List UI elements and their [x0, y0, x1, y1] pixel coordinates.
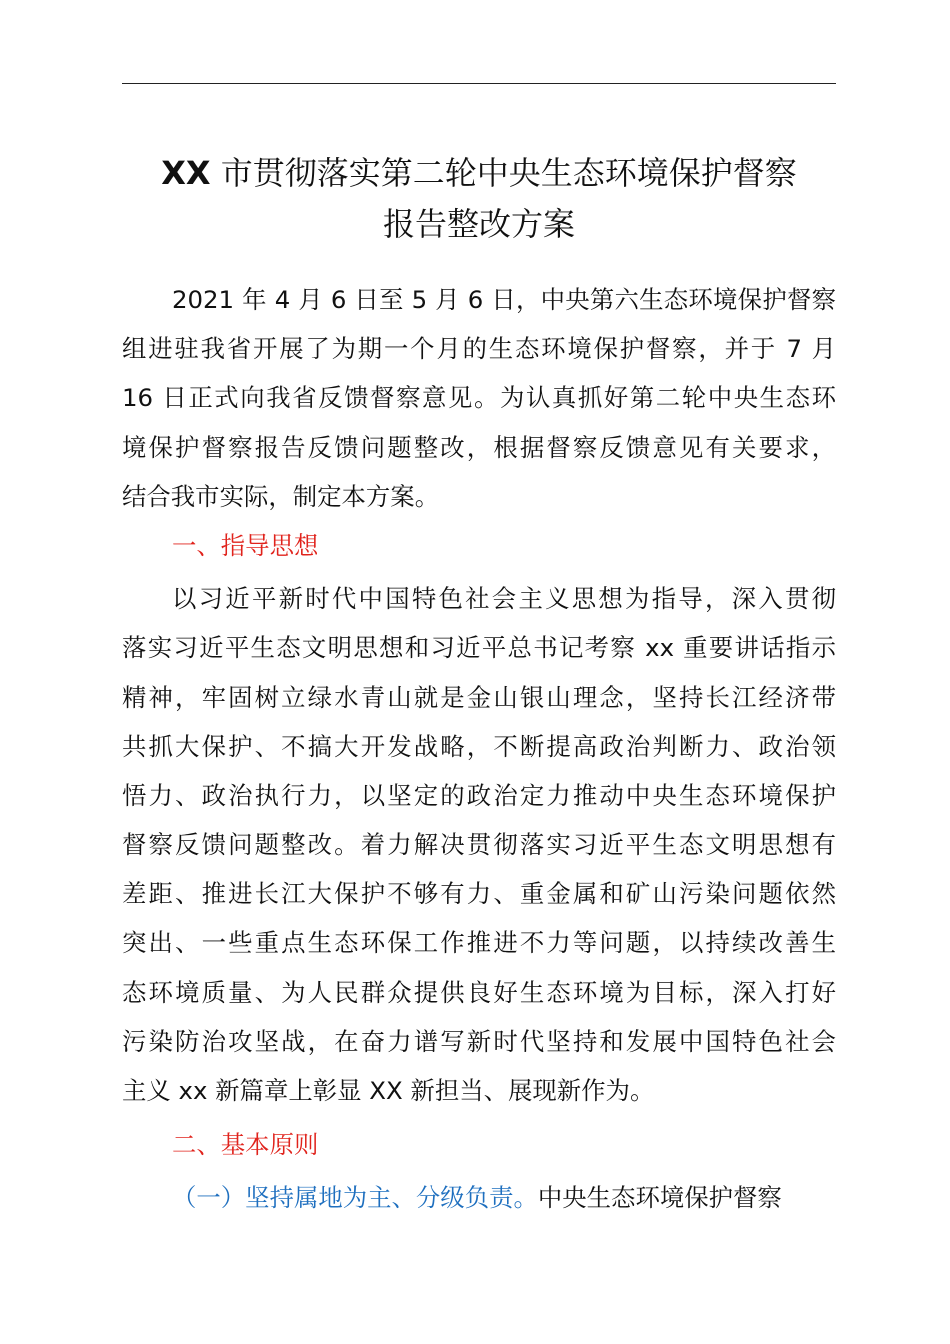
principle-1-text: 中央生态环境保护督察 [537, 1183, 782, 1213]
title-line-1-text: 市贯彻落实第二轮中央生态环境保护督察 [220, 154, 797, 192]
principle-1-heading: （一）坚持属地为主、分级负责。 [172, 1183, 538, 1213]
paragraph-line: 精神，牢固树立绿水青山就是金山银山理念，坚持长江经济带 [122, 682, 836, 712]
paragraph-line: 主义 xx 新篇章上彰显 XX 新担当、展现新作为。 [122, 1076, 655, 1105]
principle-1-paragraph [122, 1173, 836, 1222]
paragraph-line: 悟力、政治执行力，以坚定的政治定力推动中央生态环境保护 [122, 780, 836, 810]
paragraph-line: 差距、推进长江大保护不够有力、重金属和矿山污染问题依然 [122, 879, 836, 909]
guiding-ideology-paragraph [122, 574, 836, 1115]
title-line-1 [122, 148, 836, 199]
intro-line: 16 日正式向我省反馈督察意见。为认真抓好第二轮中央生态环 [122, 383, 836, 413]
paragraph-line: 突出、一些重点生态环保工作推进不力等问题，以持续改善生 [122, 928, 836, 958]
paragraph-line: 态环境质量、为人民群众提供良好生态环境为目标，深入打好 [122, 977, 836, 1007]
intro-line: 2021 年 4 月 6 日至 5 月 6 日，中央第六生态环境保护督察 [172, 285, 836, 314]
intro-line: 结合我市实际，制定本方案。 [122, 481, 440, 511]
principle-1-line [122, 1173, 836, 1222]
section-heading-basic-principles: 二、基本原则 [172, 1130, 319, 1160]
paragraph-line: 共抓大保护、不搞大开发战略，不断提高政治判断力、政治领 [122, 731, 836, 761]
document-body [122, 275, 836, 1223]
paragraph-line: 落实习近平生态文明思想和习近平总书记考察 xx 重要讲话指示 [122, 633, 836, 663]
section-heading-guiding-ideology: 一、指导思想 [172, 530, 319, 560]
intro-line: 组进驻我省开展了为期一个月的生态环境保护督察，并于 7 月 [122, 334, 836, 364]
paragraph-line: 污染防治攻坚战，在奋力谱写新时代坚持和发展中国特色社会 [122, 1026, 836, 1056]
document-title [122, 148, 836, 250]
title-prefix: XX [161, 154, 211, 192]
title-line-2: 报告整改方案 [382, 205, 575, 243]
paragraph-line: 督察反馈问题整改。着力解决贯彻落实习近平生态文明思想有 [122, 830, 836, 860]
intro-paragraph [122, 275, 836, 521]
paragraph-line: 以习近平新时代中国特色社会主义思想为指导，深入贯彻 [172, 584, 836, 614]
intro-line: 境保护督察报告反馈问题整改，根据督察反馈意见有关要求， [122, 432, 836, 462]
header-rule [122, 83, 836, 84]
